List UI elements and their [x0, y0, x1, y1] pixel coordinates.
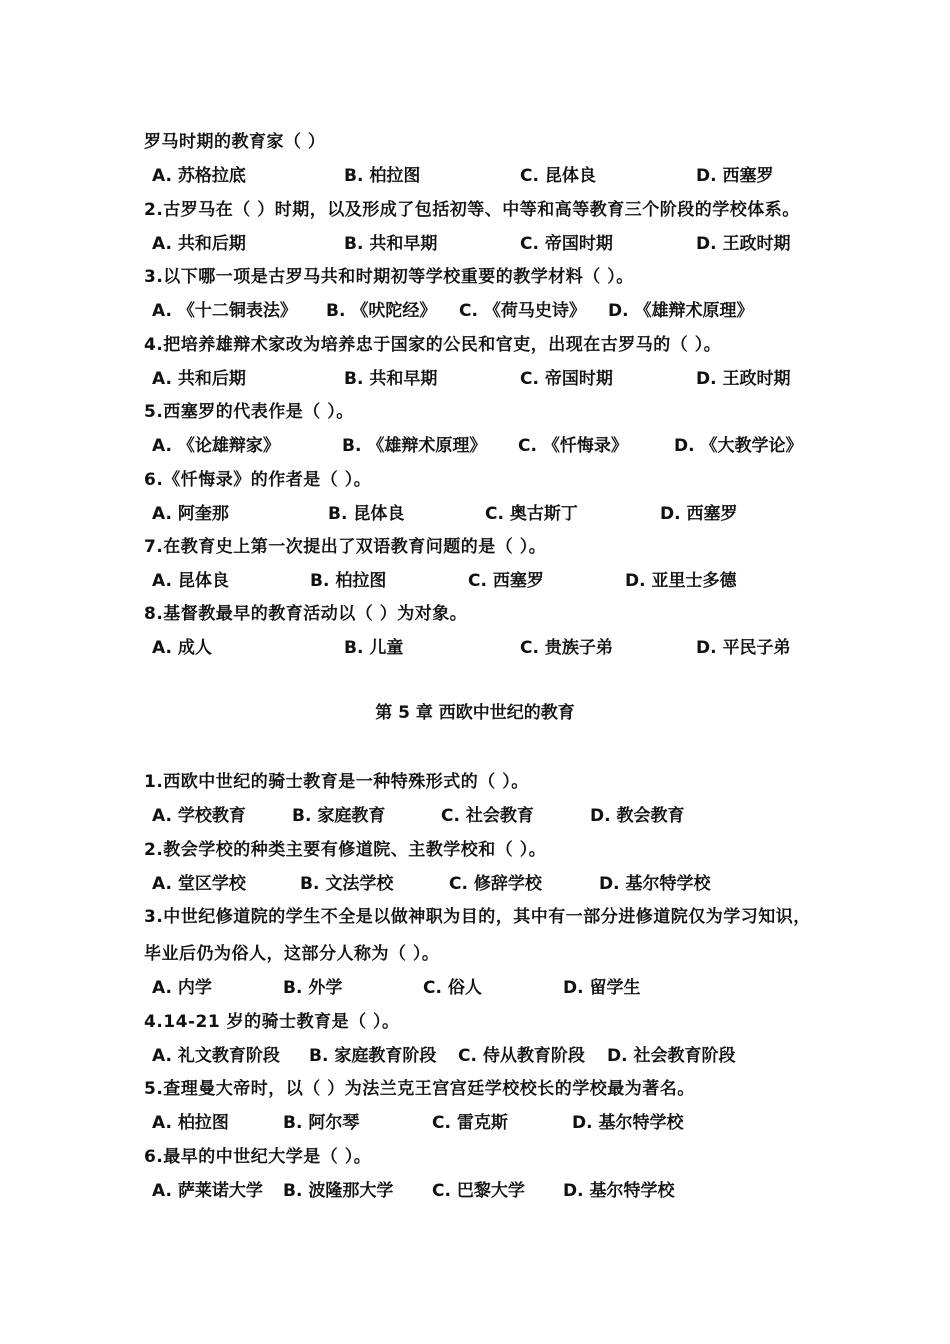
chapter-title: 第 5 章 西欧中世纪的教育	[375, 703, 575, 723]
option-d: D. 《雄辩术原理》	[608, 301, 754, 321]
option-b: B. 家庭教育	[292, 806, 386, 826]
option-b: B. 《雄辩术原理》	[342, 436, 487, 456]
question-stem: 8.基督教最早的教育活动以（ ）为对象。	[144, 604, 468, 624]
question-stem: 5.查理曼大帝时，以（ ）为法兰克王宫宫廷学校校长的学校最为著名。	[144, 1079, 695, 1099]
option-b: B. 昆体良	[328, 504, 405, 524]
option-c: C. 侍从教育阶段	[458, 1046, 585, 1066]
option-c: C. 修辞学校	[449, 874, 542, 894]
option-d: D. 王政时期	[696, 234, 791, 254]
option-d: D. 平民子弟	[696, 638, 791, 658]
option-c: C. 贵族子弟	[520, 638, 613, 658]
option-a: A. 《十二铜表法》	[152, 301, 297, 321]
option-a: A. 学校教育	[152, 806, 246, 826]
option-d: D. 基尔特学校	[563, 1181, 675, 1201]
option-d: D. 基尔特学校	[572, 1113, 684, 1133]
option-a: A. 成人	[152, 638, 212, 658]
option-a: A. 柏拉图	[152, 1113, 229, 1133]
option-b: B. 《吠陀经》	[326, 301, 437, 321]
option-b: B. 家庭教育阶段	[309, 1046, 437, 1066]
option-b: B. 波隆那大学	[283, 1181, 394, 1201]
option-c: C. 《荷马史诗》	[459, 301, 586, 321]
option-c: C. 雷克斯	[432, 1113, 508, 1133]
option-d: D. 《大教学论》	[674, 436, 803, 456]
option-d: D. 西塞罗	[696, 166, 774, 186]
option-d: D. 基尔特学校	[599, 874, 711, 894]
question-stem: 6.《忏悔录》的作者是（ ）。	[144, 470, 372, 490]
option-a: A. 堂区学校	[152, 874, 246, 894]
question-stem: 6.最早的中世纪大学是（ ）。	[144, 1147, 372, 1167]
option-c: C. 西塞罗	[468, 571, 544, 591]
option-d: D. 王政时期	[696, 369, 791, 389]
question-stem: 5.西塞罗的代表作是（ ）。	[144, 402, 354, 422]
option-d: D. 留学生	[563, 978, 641, 998]
option-d: D. 社会教育阶段	[607, 1046, 736, 1066]
question-stem: 2.教会学校的种类主要有修道院、主教学校和（ ）。	[144, 840, 547, 860]
option-a: A. 共和后期	[152, 234, 246, 254]
question-stem: 4.14-21 岁的骑士教育是（ ）。	[144, 1012, 400, 1032]
option-a: A. 礼文教育阶段	[152, 1046, 280, 1066]
option-a: A. 昆体良	[152, 571, 229, 591]
option-a: A. 《论雄辩家》	[152, 436, 280, 456]
option-b: B. 柏拉图	[310, 571, 387, 591]
option-a: A. 内学	[152, 978, 212, 998]
option-a: A. 共和后期	[152, 369, 246, 389]
question-stem: 7.在教育史上第一次提出了双语教育问题的是（ ）。	[144, 537, 547, 557]
question-stem: 3.中世纪修道院的学生不全是以做神职为目的，其中有一部分进修道院仅为学习知识，	[144, 907, 811, 927]
option-c: C. 巴黎大学	[432, 1181, 525, 1201]
option-a: A. 萨莱诺大学	[152, 1181, 263, 1201]
option-b: B. 文法学校	[300, 874, 394, 894]
question-stem-continued: 毕业后仍为俗人，这部分人称为（ ）。	[144, 944, 440, 964]
option-b: B. 阿尔琴	[283, 1113, 360, 1133]
question-stem: 4.把培养雄辩术家改为培养忠于国家的公民和官吏，出现在古罗马的（ ）。	[144, 335, 722, 355]
option-d: D. 亚里士多德	[625, 571, 737, 591]
option-c: C. 社会教育	[441, 806, 534, 826]
question-stem: 3.以下哪一项是古罗马共和时期初等学校重要的教学材料（ ）。	[144, 267, 634, 287]
option-c: C. 帝国时期	[520, 234, 613, 254]
option-d: D. 西塞罗	[660, 504, 738, 524]
question-stem: 1.西欧中世纪的骑士教育是一种特殊形式的（ ）。	[144, 772, 529, 792]
option-c: C. 俗人	[423, 978, 482, 998]
option-b: B. 儿童	[344, 638, 404, 658]
option-a: A. 阿奎那	[152, 504, 229, 524]
question-stem: 2.古罗马在（ ）时期，以及形成了包括初等、中等和高等教育三个阶段的学校体系。	[144, 200, 800, 220]
option-b: B. 共和早期	[344, 234, 438, 254]
option-b: B. 柏拉图	[344, 166, 421, 186]
option-c: C. 昆体良	[520, 166, 596, 186]
option-c: C. 帝国时期	[520, 369, 613, 389]
question-stem: 罗马时期的教育家（ ）	[144, 132, 326, 152]
option-b: B. 外学	[283, 978, 343, 998]
option-b: B. 共和早期	[344, 369, 438, 389]
option-c: C. 《忏悔录》	[518, 436, 628, 456]
option-c: C. 奥古斯丁	[485, 504, 578, 524]
option-d: D. 教会教育	[590, 806, 685, 826]
option-a: A. 苏格拉底	[152, 166, 246, 186]
